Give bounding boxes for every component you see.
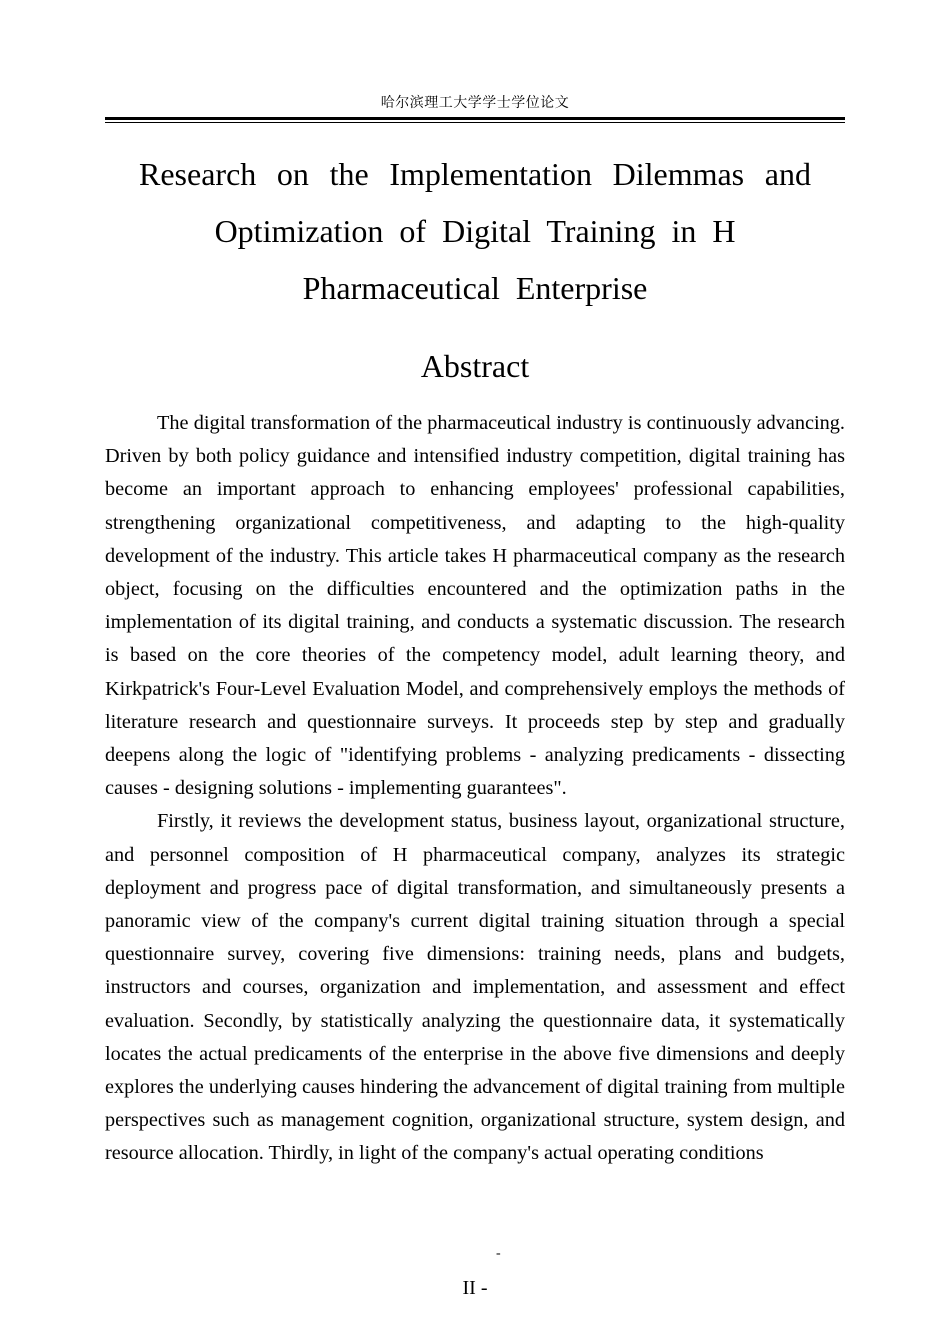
- thesis-title: [105, 146, 845, 317]
- abstract-paragraph-1: The digital transformation of the pharmaceutical industry is continuously advancing. Driven by both policy guidance and intensified industry competition, digital training has become an important approach to enhancing employees' professional capabilities, strengthening organizational competitiveness, and adapting to the high-quality development of the industry. This article takes H pharmaceutical company as the research object, focusing on the difficulties encountered and the optimization paths in the implementation of its digital training, and conducts a systematic discussion. The research is based on the core theories of the competency model, adult learning theory, and Kirkpatrick's Four-Level Evaluation Model, and comprehensively employs the methods of literature research and questionnaire surveys. It proceeds step by step and gradually deepens along the logic of "identifying problems - analyzing predicaments - dissecting causes - designing solutions - implementing guarantees".: [105, 412, 845, 800]
- title-line-3: Pharmaceutical Enterprise: [302, 270, 648, 306]
- abstract-body: [105, 407, 845, 1171]
- document-page: [105, 0, 845, 1342]
- header-rule-thin: [105, 122, 845, 123]
- header-rule-thick: [105, 117, 845, 120]
- header-double-rule: [105, 117, 845, 124]
- abstract-heading: Abstract: [420, 348, 530, 384]
- title-line-1: Research on the Implementation Dilemmas and: [139, 156, 811, 192]
- page-number: II -: [462, 1277, 488, 1299]
- abstract-paragraph-2: Firstly, it reviews the development status, business layout, organizational structure, and personnel composition of H pharmaceutical company, analyzes its strategic deployment and progress pace of digital transformation, and simultaneously presents a panoramic view of the company's current digital training situation through a special questionnaire survey, covering five dimensions: training needs, plans and budgets, instructors and courses, organization and implementation, and assessment and effect evaluation. Secondly, by statistically analyzing the questionnaire data, it systematically locates the actual predicaments of the enterprise in the above five dimensions and deeply explores the underlying causes hindering the advancement of digital training from multiple perspectives such as management cognition, organizational structure, system design, and resource allocation. Thirdly, in light of the company's actual operating conditions: [105, 810, 845, 1165]
- running-header: 哈尔滨理工大学学士学位论文: [380, 95, 570, 111]
- title-line-2: Optimization of Digital Training in H: [214, 213, 736, 249]
- page-number-dash: -: [496, 1246, 501, 1261]
